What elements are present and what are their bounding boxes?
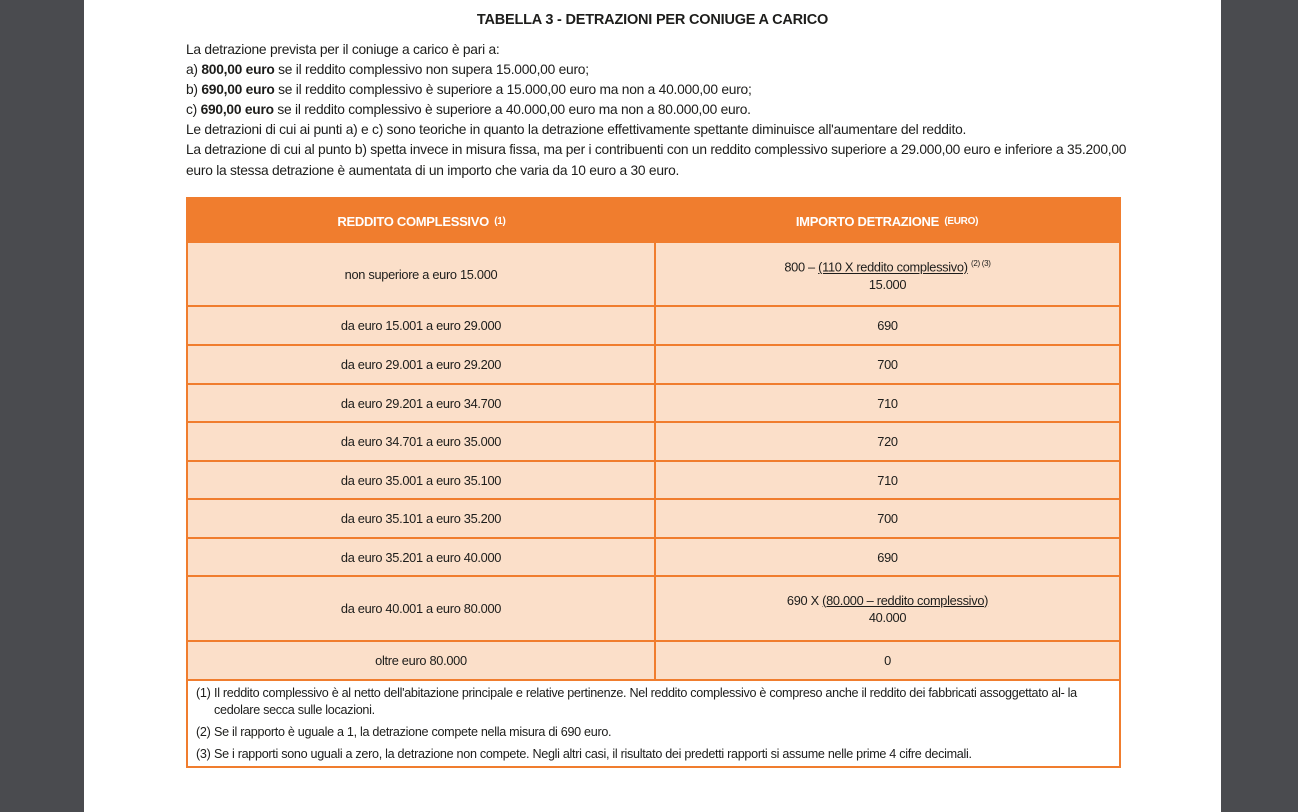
deduction-amount: 710 xyxy=(877,472,898,488)
table-row xyxy=(188,462,1119,500)
footnote: (1) Il reddito complessivo è al netto dell'abitazione principale e relative pertinenze. Nel reddito complessivo è compreso anche il reddito dei fabbricati assoggettato al- la cedolare secca sulle locazioni. xyxy=(196,686,1077,717)
intro-item-b: b) 690,00 euro se il reddito complessivo è superiore a 15.000,00 euro ma non a 40.000,00 euro; xyxy=(186,82,752,98)
deduction-formula: 800 – (110 X reddito complessivo) $^{(2) (3)}$ 15.000 xyxy=(784,259,991,292)
table-row xyxy=(188,577,1119,642)
income-range: non superiore a euro 15.000 xyxy=(188,243,656,305)
footnote: (2) Se il rapporto è uguale a 1, la detrazione compete nella misura di 690 euro. xyxy=(196,725,612,739)
income-range: da euro 40.001 a euro 80.000 xyxy=(188,577,656,640)
deductions-table xyxy=(186,197,1121,768)
income-range: da euro 34.701 a euro 35.000 xyxy=(188,423,656,460)
table-row xyxy=(188,539,1119,577)
intro-line: La detrazione prevista per il coniuge a carico è pari a: xyxy=(186,42,500,57)
deduction-amount: 690 xyxy=(877,318,898,333)
table-row xyxy=(188,346,1119,385)
intro-line: Le detrazioni di cui ai punti a) e c) sono teoriche in quanto la detrazione effettivamente spettante diminuisce all'aumentare del reddito. xyxy=(186,122,967,138)
income-range: da euro 29.201 a euro 34.700 xyxy=(188,385,656,421)
deduction-amount: 700 xyxy=(877,357,898,372)
income-range: da euro 35.201 a euro 40.000 xyxy=(188,539,656,575)
table-row xyxy=(188,423,1119,462)
income-range: da euro 35.001 a euro 35.100 xyxy=(188,462,656,498)
table-row xyxy=(188,642,1119,681)
deduction-amount: 690 xyxy=(877,549,898,565)
table-row xyxy=(188,500,1119,539)
table-row xyxy=(188,243,1119,307)
deduction-amount: 720 xyxy=(877,434,898,449)
deduction-amount: 0 xyxy=(884,653,891,668)
table-title: TABELLA 3 - DETRAZIONI PER CONIUGE A CARICO xyxy=(476,12,829,28)
intro-item-a: a) 800,00 euro se il reddito complessivo non supera 15.000,00 euro; xyxy=(186,62,589,78)
table-row xyxy=(188,307,1119,346)
income-range: da euro 35.101 a euro 35.200 xyxy=(188,500,656,537)
document-page xyxy=(84,0,1221,812)
intro-text xyxy=(186,40,1136,181)
deduction-amount: 710 xyxy=(877,395,898,411)
footnote: (3) Se i rapporti sono uguali a zero, la detrazione non compete. Negli altri casi, il risultato dei predetti rapporti si assume nelle prime 4 cifre decimali. xyxy=(196,747,972,761)
intro-line: La detrazione di cui al punto b) spetta invece in misura fissa, ma per i contribuenti con un reddito complessivo superiore a 29.000,00 euro e inferiore a 35.200,00 euro la stessa detrazione è aumentata di un importo che varia da 10 euro a 30 euro. xyxy=(186,142,1127,178)
table-footnotes xyxy=(188,682,1119,768)
income-range: oltre euro 80.000 xyxy=(188,642,656,679)
table-row xyxy=(188,385,1119,423)
table-header xyxy=(188,199,1119,243)
deduction-formula: 690 X (80.000 – reddito complessivo) 40.000 xyxy=(786,592,989,625)
header-amount: IMPORTO DETRAZIONE (EURO) xyxy=(795,213,979,229)
income-range: da euro 15.001 a euro 29.000 xyxy=(188,307,656,344)
income-range: da euro 29.001 a euro 29.200 xyxy=(188,346,656,383)
table-body xyxy=(188,243,1119,681)
header-income: REDDITO COMPLESSIVO (1) xyxy=(337,213,506,229)
intro-item-c: c) 690,00 euro se il reddito complessivo è superiore a 40.000,00 euro ma non a 80.000,00 euro. xyxy=(186,102,751,118)
deduction-amount: 700 xyxy=(877,511,898,526)
